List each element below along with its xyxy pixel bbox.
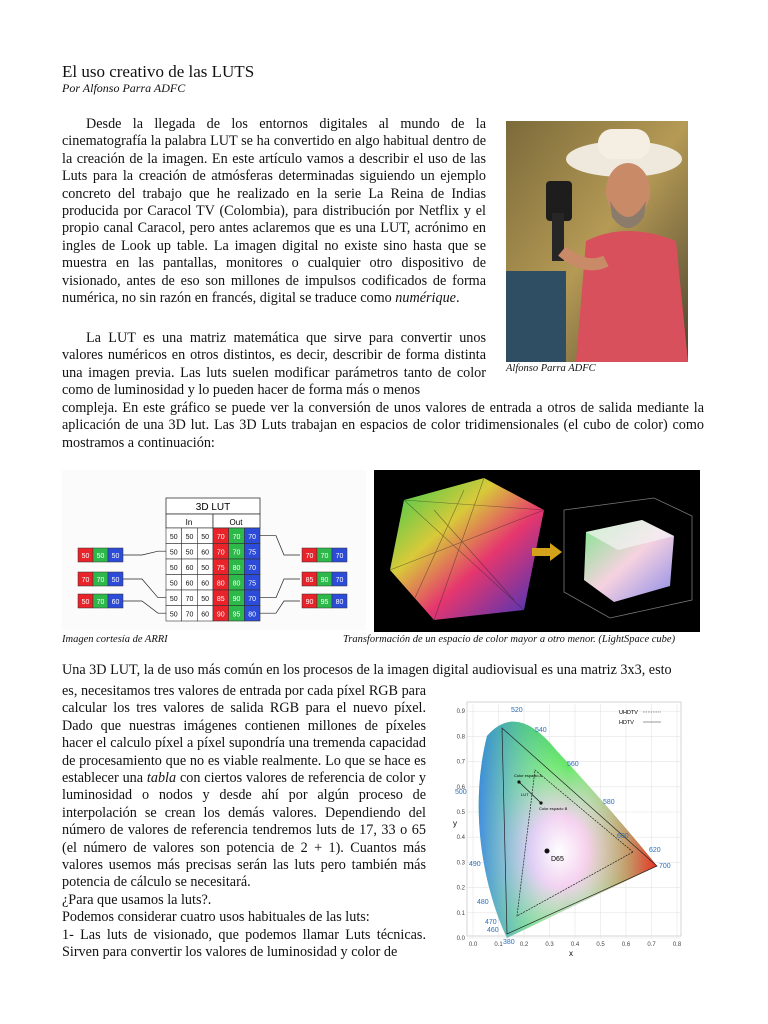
cie-legend-hdtv: HDTV: [619, 720, 634, 726]
cie-wavelength-label: 520: [511, 707, 523, 714]
lut-cell-value: 50: [201, 596, 210, 603]
lut-cell-value: 75: [216, 565, 225, 572]
lut-cell-value: 90: [232, 596, 241, 603]
cie-ytick: 0.5: [456, 810, 465, 816]
cie-xtick: 0.2: [519, 942, 529, 948]
cie-space-a-label: Color espacio A: [514, 773, 543, 778]
lut-input-value: 60: [111, 599, 120, 606]
lut-cell-value: 60: [201, 549, 210, 557]
use-item-1: 1- Las luts de visionado, que podemos llamar Luts técnicas. Sirven para convertir los valores de luminosidad y color de: [62, 926, 426, 961]
cie-lut-label: LUT: [521, 792, 529, 797]
lut-output-value: 70: [320, 553, 329, 560]
lut-cell-value: 50: [169, 549, 178, 557]
photo-caption: Alfonso Parra ADFC: [506, 363, 596, 374]
lut-cell-value: 50: [201, 565, 210, 572]
lut-input-value: 70: [96, 599, 105, 606]
cie-wavelength-label: 490: [469, 861, 481, 868]
lut-output-value: 85: [305, 577, 314, 584]
question-line: ¿Para que usamos la luts?.: [62, 891, 212, 908]
cie-wavelength-label: 620: [649, 847, 661, 854]
cie-wavelength-label: 560: [567, 761, 579, 768]
lut-cell-value: 85: [216, 596, 225, 603]
cie-xtick: 0.8: [672, 942, 682, 948]
lut-cell-value: 70: [216, 534, 225, 541]
cie-wavelength-label: 700: [659, 863, 671, 870]
lut-cell-value: 70: [185, 611, 194, 619]
lut-cell-value: 80: [216, 580, 225, 588]
paragraph-intro: Desde la llegada de los entornos digitales al mundo de la cinematografía la palabra LUT se ha convertido en algo habitual dentro de la creación de la imagen. En este artículo vamos a describir el uso de las Luts para la creación de atmósferas determinadas siguiendo un ejemplo concreto del trabajo que he realizado en la serie La Reina de Indias producida por Caracol TV (Colombia), para distribución por Netflix y el propio canal Caracol, pero antes aclaremos que es una LUT, acrónimo en ingles de Look up table. La imagen digital no existe sino hasta que se muestra en las pantallas, monitores o cualquier otro dispositivo de visionado, antes de eso son millones de impulsos codificados de forma numérica, no sin razón en francés, digital se traduce como numérique.: [62, 116, 486, 307]
cie-whitepoint: D65: [551, 856, 564, 863]
lut-cell-value: 95: [232, 611, 241, 619]
lut-cell-value: 70: [216, 549, 225, 557]
cie-xtick: 0.0: [468, 942, 478, 948]
cie-wavelength-label: 500: [455, 789, 467, 796]
lut-cell-value: 60: [201, 580, 210, 588]
lut-cell-value: 80: [232, 565, 241, 572]
lut-input-value: 50: [81, 553, 90, 560]
cie-legend-uhdtv: UHDTV: [619, 710, 638, 716]
lut-cell-value: 75: [248, 580, 257, 588]
lut-cell-value: 50: [185, 534, 194, 541]
lut-cell-value: 90: [216, 611, 225, 619]
lut-cell-value: 80: [232, 580, 241, 588]
paragraph-3d-lut: compleja. En este gráfico se puede ver la conversión de unos valores de entrada a otros de salida mediante la aplicación de una 3D lut. Las 3D Luts trabajan en espacios de color tridimensionales (el cubo de color) como mostramos a continuación:: [62, 400, 704, 451]
cie-wavelength-label: 480: [477, 899, 489, 906]
cie-xtick: 0.5: [596, 942, 605, 948]
cie-wavelength-label: 600: [617, 833, 629, 840]
cube-caption: Transformación de un espacio de color mayor a otro menor. (LightSpace cube): [343, 634, 676, 645]
cie-space-b-label: Color espacio B: [539, 806, 568, 811]
lut-cell-value: 60: [185, 580, 194, 588]
lut-cell-value: 70: [248, 565, 257, 572]
author-photo: [506, 121, 688, 362]
lut-cell-value: 70: [185, 596, 194, 603]
cie-ytick: 0.1: [456, 910, 465, 917]
cube-transform-image: [374, 470, 700, 632]
lut-caption: Imagen cortesía de ARRI: [62, 634, 168, 645]
uses-intro: Podemos considerar cuatro usos habituales de las luts:: [62, 909, 370, 926]
lut-output-value: 70: [305, 553, 314, 560]
lut-cell-value: 70: [248, 534, 257, 541]
lut-cell-value: 50: [169, 596, 178, 603]
lut-output-value: 95: [320, 599, 329, 606]
lut-output-value: 80: [335, 599, 344, 606]
lut-cell-value: 50: [169, 611, 178, 619]
cie-ytick: 0.8: [456, 734, 465, 741]
lut-cell-value: 70: [232, 549, 241, 557]
cie-wavelength-label: 470: [485, 919, 497, 926]
cie-ytick: 0.9: [456, 709, 465, 716]
lut-in-label: In: [185, 518, 193, 527]
cie-wavelength-label: 460: [487, 927, 499, 934]
lut-output-value: 70: [335, 577, 344, 584]
cie-wavelength-label: 540: [535, 727, 547, 734]
lut-cell-value: 50: [169, 565, 178, 572]
cie-wavelength-label: 580: [603, 799, 615, 806]
cie-ytick: 0.4: [456, 835, 465, 842]
lut-input-value: 50: [111, 577, 120, 584]
cie-ytick: 0.2: [456, 885, 465, 892]
lut-cell-value: 50: [169, 580, 178, 588]
cie-chromaticity-diagram: [447, 696, 685, 958]
lut-input-value: 70: [96, 577, 105, 584]
lut-output-value: 70: [335, 553, 344, 560]
cie-ytick: 0.7: [456, 759, 465, 766]
cie-xtick: 0.6: [621, 942, 631, 948]
lut-input-value: 50: [81, 599, 90, 606]
cie-xtick: 0.7: [647, 942, 656, 948]
cie-wavelength-label: 380: [503, 939, 515, 946]
paragraph-3d-lut-matrix: Una 3D LUT, la de uso más común en los procesos de la imagen digital audiovisual es una matriz 3x3, esto: [62, 662, 672, 678]
lut-cell-value: 75: [248, 549, 257, 557]
article-byline: Por Alfonso Parra ADFC: [62, 81, 186, 95]
cie-ytick: 0.3: [456, 860, 465, 867]
lut-cell-value: 50: [201, 534, 210, 541]
lut-input-value: 70: [81, 577, 90, 584]
cie-xlabel: x: [569, 949, 573, 958]
paragraph-lut-definition: La LUT es una matriz matemática que sirve para convertir unos valores numéricos en otros distintos, es decir, describir de forma distinta una imagen previa. Las luts suelen modificar parámetros tanto de color como de luminosidad y lo pueden hacer de forma más o menos: [62, 330, 486, 399]
lut-cell-value: 70: [248, 596, 257, 603]
lut-input-value: 50: [96, 553, 105, 560]
lut-cell-value: 50: [185, 549, 194, 557]
lut-output-value: 90: [320, 577, 329, 584]
lut-output-value: 90: [305, 599, 314, 606]
lut-diagram: [62, 470, 366, 630]
cie-xtick: 0.3: [545, 942, 554, 948]
lut-table-title: 3D LUT: [195, 502, 231, 513]
article-title: El uso creativo de las LUTS: [62, 62, 255, 81]
paragraph-lut-nodes: es, necesitamos tres valores de entrada por cada píxel RGB para calcular los tres valores de salida RGB para el nuevo píxel. Dado que nuestras imágenes contienen millones de píxeles hacer el calculo píxel a píxel supondría una tremenda capacidad de procesamiento que no es viable realmente. Lo que se hace es establecer una tabla con ciertos valores de referencia de color y luminosidad o nodos y desde ahí por algún proceso de interpolación se crean los demás valores. Dependiendo del número de valores de referencia tendremos luts de 17, 33 o 65 (el número de valores son potencia de 2 + 1). Cuantos más valores usemos más precisas serán las luts pero también más potencia de cálculo se necesitará. ¿Para que usamos la luts?. Podemos considerar cuatro usos habituales de las luts: 1- Las luts de visionado, que podemos llamar Luts técnicas. Sirven para convertir los valores de luminosidad y color de: [62, 683, 426, 961]
lut-cell-value: 60: [201, 611, 210, 619]
lut-cell-value: 60: [185, 565, 194, 572]
lut-cell-value: 70: [232, 534, 241, 541]
cie-ytick: 0.6: [456, 784, 465, 791]
lut-cell-value: 50: [169, 534, 178, 541]
cie-ytick: 0.0: [456, 936, 465, 942]
cie-xtick: 0.1: [494, 942, 503, 948]
lut-input-value: 50: [111, 553, 120, 560]
cie-ylabel: y: [453, 819, 457, 828]
cie-xtick: 0.4: [570, 942, 580, 948]
lut-out-label: Out: [229, 518, 243, 527]
lut-cell-value: 80: [248, 611, 257, 619]
